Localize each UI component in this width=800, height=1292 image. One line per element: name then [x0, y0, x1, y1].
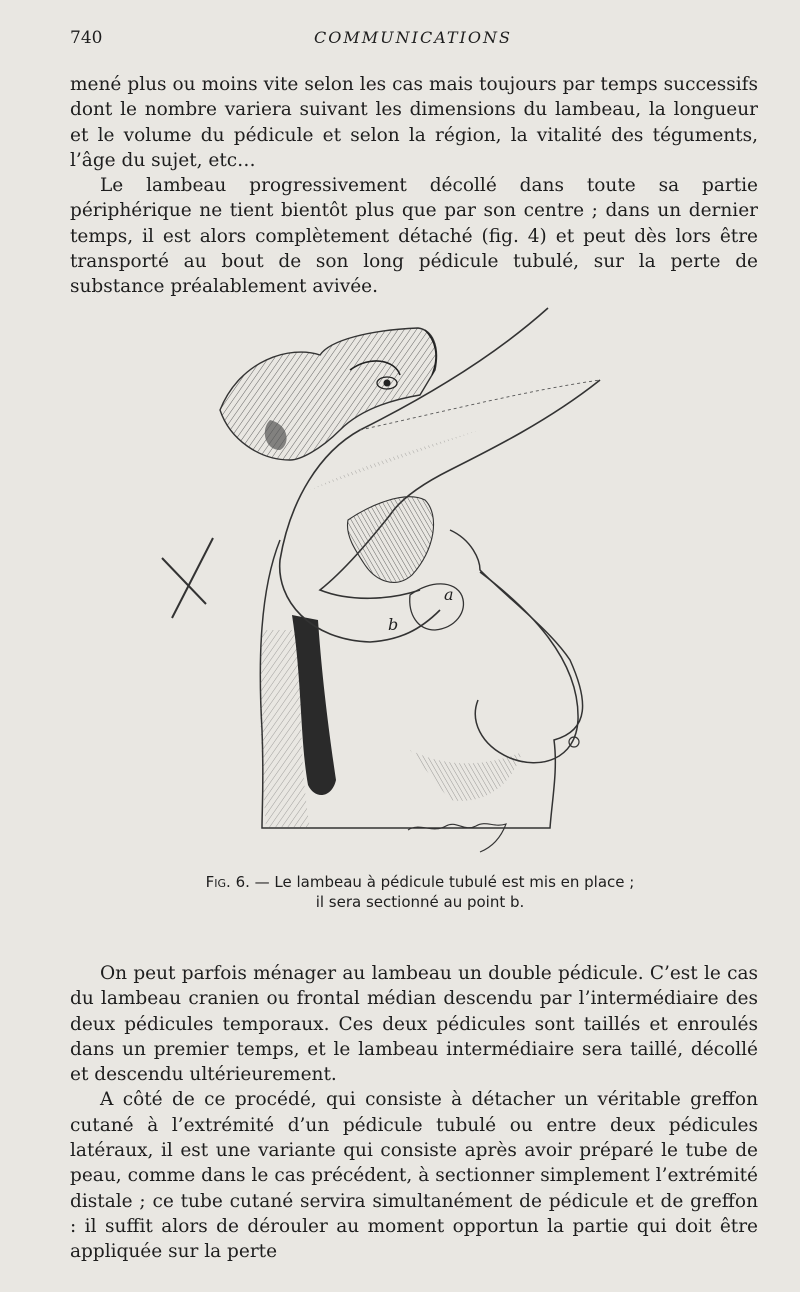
engraving-drawing — [150, 300, 620, 860]
breast — [475, 572, 578, 763]
wound-area — [347, 497, 433, 583]
paragraph: A côté de ce procédé, qui consiste à détacher un véritable greffon cutané à l’extrémité d’un pédicule tubulé ou entre deux pédicules latéraux, il est une variante qui consiste après avoir préparé le tube de peau, comme dans le cas précédent, à sectionner simplement l’extrémité distale ; ce tube cutané servira simultanément de pédicule et de greffon : il suffit alors de dérouler au moment opportun la partie qui doit être appliquée sur la perte — [70, 1089, 758, 1263]
caption-line-2: il sera sectionné au point b. — [315, 893, 525, 911]
surgical-illustration — [150, 300, 620, 860]
caption-line-1 — [100, 872, 740, 892]
label-a: a — [444, 585, 454, 604]
text-block-top — [70, 72, 758, 300]
page-number: 740 — [70, 28, 103, 48]
cross-mark — [162, 538, 213, 618]
paragraph: mené plus ou moins vite selon les cas mais toujours par temps successifs dont le nombre variera suivant les dimensions du lambeau, la longueur et le volume du pédicule et selon la région, la vitalité des téguments, l’âge du sujet, etc… — [70, 74, 758, 171]
caption-text-1: — Le lambeau à pédicule tubulé est mis en place ; — [249, 873, 635, 891]
paragraph: Le lambeau progressivement décollé dans toute sa partie périphérique ne tient bientôt plus que par son centre ; dans un dernier temps, il est alors complètement détaché (fig. 4) et peut dès lors être transporté au bout de son long pédicule tubulé, sur la perte de substance préalablement avivée. — [70, 175, 758, 298]
caption-label: Fig. 6. — [205, 873, 250, 891]
head — [220, 328, 436, 460]
running-head: COMMUNICATIONS — [314, 28, 512, 47]
paragraph: On peut parfois ménager au lambeau un double pédicule. C’est le cas du lambeau cranien ou frontal médian descendu par l’intermédiaire des deux pédicules temporaux. Ces deux pédicules sont taillés et enroulés dans un premier temps, et le lambeau intermédiaire sera taillé, décollé et descendu ultérieurement. — [70, 963, 758, 1086]
figure-caption — [100, 872, 740, 912]
label-b: b — [388, 615, 399, 634]
page-header — [70, 28, 756, 52]
text-block-bottom — [70, 961, 758, 1265]
